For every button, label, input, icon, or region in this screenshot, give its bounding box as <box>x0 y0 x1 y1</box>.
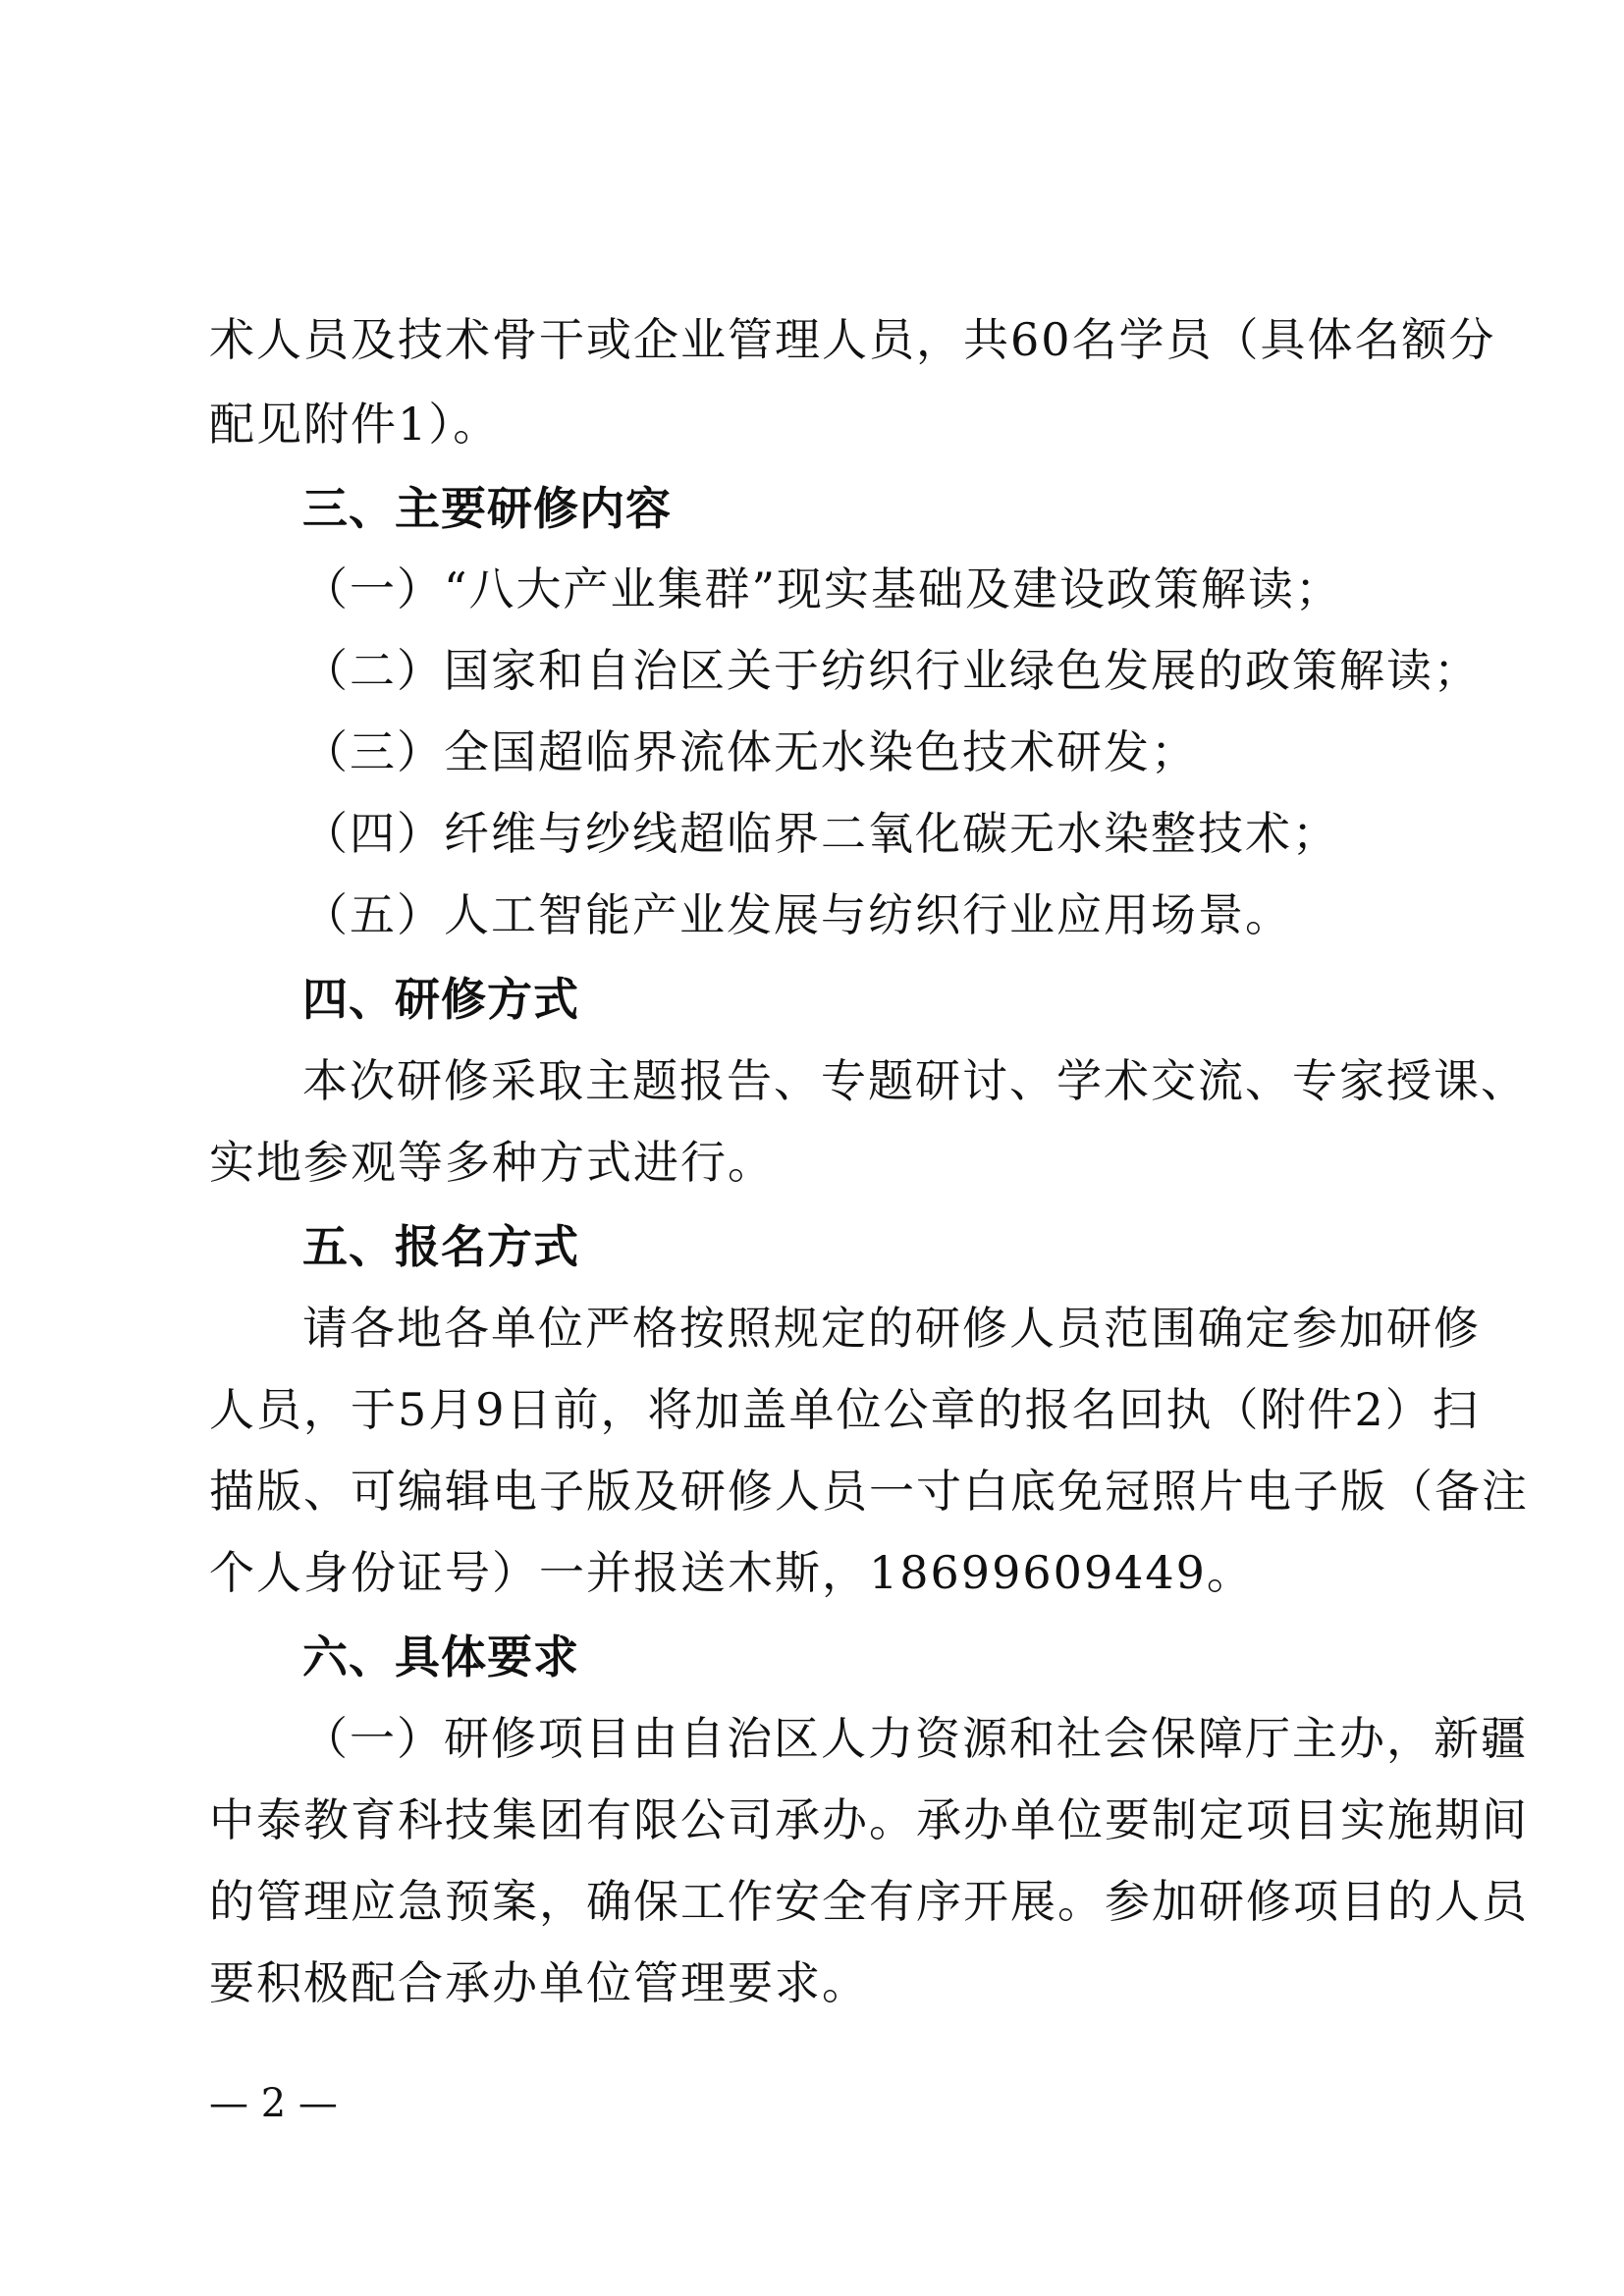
body-text-line: 本次研修采取主题报告、专题研讨、学术交流、专家授课、 <box>302 1054 1528 1107</box>
body-text-line: 要积极配合承办单位管理要求。 <box>209 1956 869 2009</box>
body-text-line: 个人身份证号）一并报送木斯，18699609449。 <box>209 1546 1254 1599</box>
body-text-line: 配见附件1）。 <box>209 398 501 451</box>
list-item: （三）全国超临界流体无水染色技术研发； <box>302 725 1198 778</box>
section-heading-requirements: 六、具体要求 <box>302 1630 579 1683</box>
list-item: （二）国家和自治区关于纺织行业绿色发展的政策解读； <box>302 644 1481 697</box>
section-heading-registration: 五、报名方式 <box>302 1220 579 1273</box>
body-text-line: 术人员及技术骨干或企业管理人员，共60名学员（具体名额分 <box>209 313 1496 366</box>
body-text-line: 中泰教育科技集团有限公司承办。承办单位要制定项目实施期间 <box>209 1793 1529 1846</box>
body-text-line: 实地参观等多种方式进行。 <box>209 1136 775 1189</box>
page-number: — 2 — <box>209 2081 338 2126</box>
body-text-line: 的管理应急预案，确保工作安全有序开展。参加研修项目的人员 <box>209 1875 1529 1928</box>
body-text-line: 人员，于5月9日前，将加盖单位公章的报名回执（附件2）扫 <box>209 1383 1480 1436</box>
list-item: （四）纤维与纱线超临界二氧化碳无水染整技术； <box>302 807 1339 860</box>
body-text-line: （一）研修项目由自治区人力资源和社会保障厅主办，新疆 <box>302 1712 1528 1765</box>
list-item: （一）“八大产业集群”现实基础及建设政策解读； <box>302 562 1343 615</box>
body-text-line: 请各地各单位严格按照规定的研修人员范围确定参加研修 <box>302 1302 1481 1355</box>
section-heading-method: 四、研修方式 <box>302 973 579 1026</box>
section-heading-content: 三、主要研修内容 <box>302 482 672 535</box>
body-text-line: 描版、可编辑电子版及研修人员一寸白底免冠照片电子版（备注 <box>209 1465 1529 1518</box>
list-item: （五）人工智能产业发展与纺织行业应用场景。 <box>302 888 1292 941</box>
